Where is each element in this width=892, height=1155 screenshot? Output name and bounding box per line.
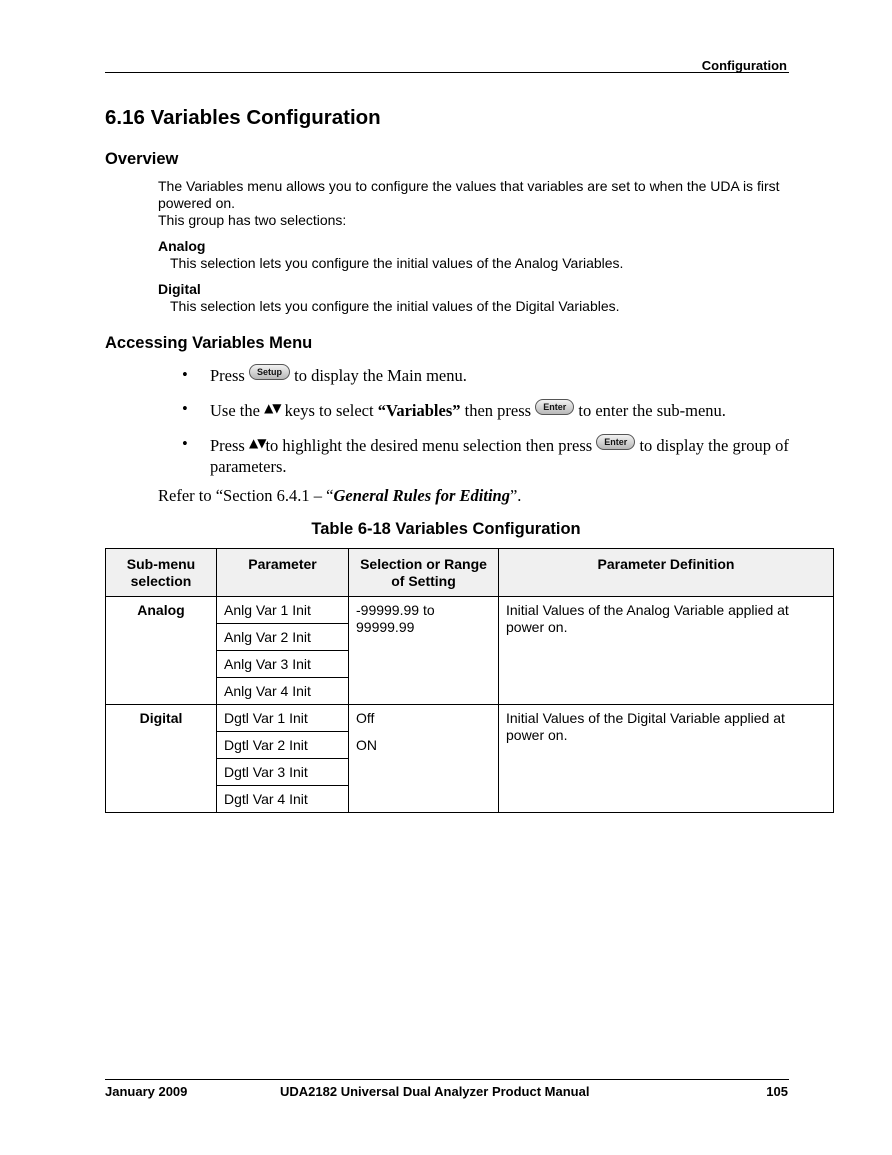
bullet-icon: • xyxy=(182,399,188,418)
definition-cell: Initial Values of the Digital Variable applied at power on. xyxy=(499,705,834,813)
running-header: Configuration xyxy=(701,58,787,73)
access-step-3 xyxy=(158,433,798,477)
column-header: Parameter xyxy=(217,549,349,597)
step-text: Use the xyxy=(210,401,260,420)
enter-key-icon: Enter xyxy=(596,434,635,450)
step-text: to highlight the desired menu selection then press xyxy=(265,436,593,455)
footer-rule xyxy=(105,1079,789,1080)
digital-description: This selection lets you configure the initial values of the Digital Variables. xyxy=(170,298,620,314)
refer-text: Refer to “Section 6.4.1 – “ xyxy=(158,486,334,505)
step-text: to enter the sub-menu. xyxy=(578,401,726,420)
step-text: to display the group of parameters. xyxy=(210,436,789,476)
refer-text-end: ”. xyxy=(509,486,522,505)
step-text: keys to select xyxy=(284,401,374,420)
overview-group-text: This group has two selections: xyxy=(158,212,347,228)
parameter-cell: Dgtl Var 4 Init xyxy=(217,786,349,813)
overview-text: The Variables menu allows you to configure the values that variables are set to when the UDA is first powered on. xyxy=(158,178,780,211)
parameter-cell: Dgtl Var 3 Init xyxy=(217,759,349,786)
section-title: 6.16 Variables Configuration xyxy=(105,106,381,129)
definition-cell: Initial Values of the Analog Variable applied at power on. xyxy=(499,597,834,705)
refer-line xyxy=(158,486,521,506)
range-cell xyxy=(349,597,499,705)
header-rule xyxy=(105,72,789,73)
group-cell: Analog xyxy=(106,597,217,705)
analog-heading: Analog xyxy=(158,238,206,254)
range-line: 99999.99 xyxy=(356,619,415,635)
accessing-heading: Accessing Variables Menu xyxy=(105,334,313,352)
bullet-icon: • xyxy=(182,434,188,453)
variables-config-table xyxy=(105,548,834,813)
column-header: Sub-menu selection xyxy=(106,549,217,597)
table-header-row xyxy=(106,549,834,597)
setup-key-icon: Setup xyxy=(249,364,290,380)
table-row xyxy=(106,705,834,732)
footer-date: January 2009 xyxy=(105,1084,188,1099)
table-row xyxy=(106,597,834,624)
range-cell xyxy=(349,705,499,813)
analog-description: This selection lets you configure the initial values of the Analog Variables. xyxy=(170,255,624,271)
variables-emphasis: “Variables” xyxy=(377,401,461,420)
up-down-arrows-icon: ▲▼ xyxy=(264,401,281,415)
up-down-arrows-icon: ▲▼ xyxy=(248,436,266,450)
overview-heading: Overview xyxy=(105,150,179,168)
range-line: ON xyxy=(356,737,377,753)
table-caption: Table 6-18 Variables Configuration xyxy=(311,520,581,538)
bullet-icon: • xyxy=(182,365,188,384)
access-step-1 xyxy=(158,364,798,398)
digital-heading: Digital xyxy=(158,281,201,297)
parameter-cell: Anlg Var 4 Init xyxy=(217,678,349,705)
step-text: Press xyxy=(210,436,245,455)
parameter-cell: Dgtl Var 2 Init xyxy=(217,732,349,759)
enter-key-icon: Enter xyxy=(535,399,574,415)
step-text: Press xyxy=(210,366,245,385)
step-text: then press xyxy=(464,401,532,420)
access-steps-list xyxy=(158,364,798,477)
parameter-cell: Anlg Var 1 Init xyxy=(217,597,349,624)
parameter-cell: Anlg Var 3 Init xyxy=(217,651,349,678)
range-line: Off xyxy=(356,710,375,726)
column-header: Selection or Range of Setting xyxy=(349,549,499,597)
group-cell: Digital xyxy=(106,705,217,813)
page-number: 105 xyxy=(766,1084,788,1099)
footer-title: UDA2182 Universal Dual Analyzer Product Manual xyxy=(280,1084,590,1099)
column-header: Parameter Definition xyxy=(499,549,834,597)
step-text: to display the Main menu. xyxy=(294,366,467,385)
refer-emphasis: General Rules for Editing xyxy=(333,486,510,505)
parameter-cell: Anlg Var 2 Init xyxy=(217,624,349,651)
range-line: -99999.99 to xyxy=(356,602,435,618)
access-step-2 xyxy=(158,398,798,433)
parameter-cell: Dgtl Var 1 Init xyxy=(217,705,349,732)
